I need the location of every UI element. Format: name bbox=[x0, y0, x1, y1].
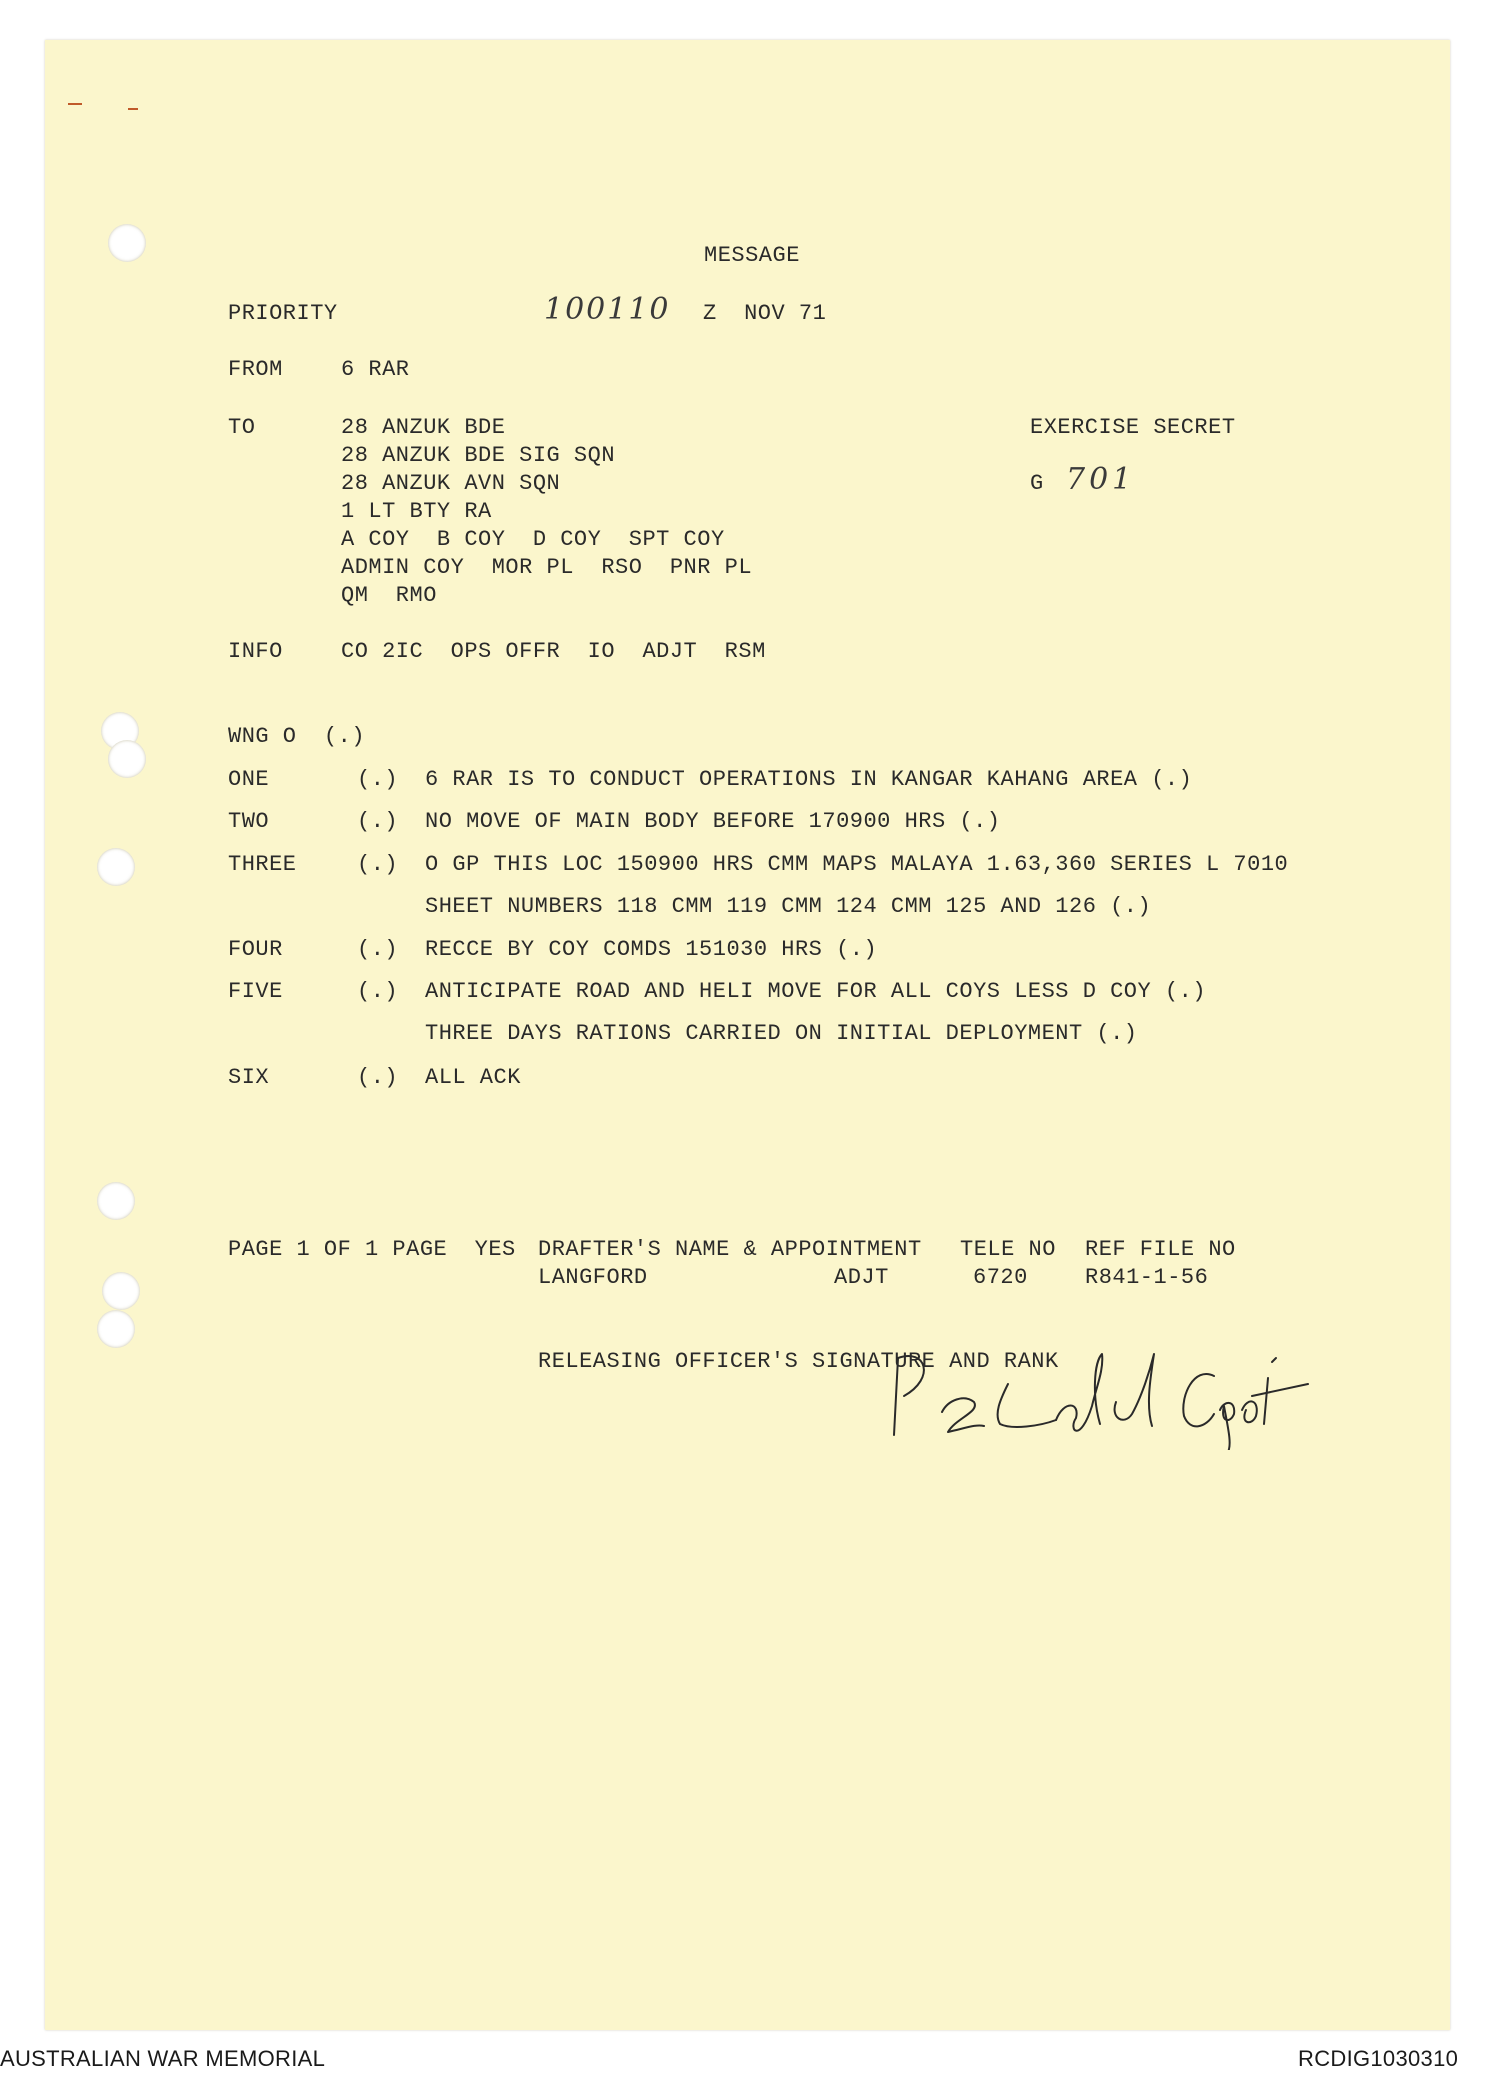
dtg-handwritten: 100110 bbox=[544, 292, 671, 327]
message-title: MESSAGE bbox=[704, 243, 800, 268]
info-value: CO 2IC OPS OFFR IO ADJT RSM bbox=[341, 639, 766, 664]
punch-hole bbox=[108, 740, 146, 778]
paragraph-text: 6 RAR IS TO CONDUCT OPERATIONS IN KANGAR KAHANG AREA (.) bbox=[425, 767, 1193, 792]
punch-hole bbox=[97, 848, 135, 886]
ref-file-label: REF FILE NO bbox=[1085, 1237, 1236, 1262]
paragraph-number: ONE bbox=[228, 767, 270, 792]
paragraph-stop: (.) bbox=[357, 852, 399, 877]
stain-mark bbox=[68, 103, 82, 105]
to-line: A COY B COY D COY SPT COY bbox=[341, 527, 725, 552]
releasing-officer-label: RELEASING OFFICER'S SIGNATURE AND RANK bbox=[538, 1349, 1059, 1374]
paragraph-stop: (.) bbox=[357, 1065, 399, 1090]
dtg-suffix: Z NOV 71 bbox=[703, 301, 827, 326]
paragraph-text: ANTICIPATE ROAD AND HELI MOVE FOR ALL COYS LESS D COY (.) bbox=[425, 979, 1207, 1004]
classification: EXERCISE SECRET bbox=[1030, 415, 1236, 440]
paragraph-text: SHEET NUMBERS 118 CMM 119 CMM 124 CMM 125 AND 126 (.) bbox=[425, 894, 1152, 919]
punch-hole bbox=[102, 1272, 140, 1310]
paragraph-text: RECCE BY COY COMDS 151030 HRS (.) bbox=[425, 937, 878, 962]
punch-hole bbox=[108, 224, 146, 262]
paragraph-text: ALL ACK bbox=[425, 1065, 521, 1090]
signature bbox=[880, 1340, 1380, 1450]
reference-prefix: G bbox=[1030, 471, 1044, 496]
to-label: TO bbox=[228, 415, 256, 440]
to-line: 28 ANZUK AVN SQN bbox=[341, 471, 561, 496]
footer-identifier: RCDIG1030310 bbox=[1298, 2046, 1459, 2071]
punch-hole bbox=[97, 1182, 135, 1220]
from-label: FROM bbox=[228, 357, 283, 382]
paragraph-number: FIVE bbox=[228, 979, 283, 1004]
paragraph-stop: (.) bbox=[357, 979, 399, 1004]
footer-source: AUSTRALIAN WAR MEMORIAL bbox=[0, 2046, 326, 2071]
paragraph-text: NO MOVE OF MAIN BODY BEFORE 170900 HRS (.) bbox=[425, 809, 1001, 834]
drafter-name: LANGFORD bbox=[538, 1265, 648, 1290]
message-header-line: WNG O (.) bbox=[228, 724, 366, 749]
stain-mark bbox=[128, 108, 138, 110]
paragraph-number: THREE bbox=[228, 852, 297, 877]
priority-label: PRIORITY bbox=[228, 301, 338, 326]
to-line: QM RMO bbox=[341, 583, 437, 608]
page-info: PAGE 1 OF 1 PAGE YES bbox=[228, 1237, 516, 1262]
to-line: ADMIN COY MOR PL RSO PNR PL bbox=[341, 555, 753, 580]
tele-label: TELE NO bbox=[960, 1237, 1056, 1262]
to-line: 28 ANZUK BDE SIG SQN bbox=[341, 443, 616, 468]
info-label: INFO bbox=[228, 639, 283, 664]
paragraph-stop: (.) bbox=[357, 809, 399, 834]
paragraph-stop: (.) bbox=[357, 767, 399, 792]
to-line: 1 LT BTY RA bbox=[341, 499, 492, 524]
paragraph-stop: (.) bbox=[357, 937, 399, 962]
paragraph-number: FOUR bbox=[228, 937, 283, 962]
drafter-label: DRAFTER'S NAME & APPOINTMENT bbox=[538, 1237, 922, 1262]
paragraph-text: THREE DAYS RATIONS CARRIED ON INITIAL DEPLOYMENT (.) bbox=[425, 1021, 1138, 1046]
to-line: 28 ANZUK BDE bbox=[341, 415, 506, 440]
punch-hole bbox=[97, 1310, 135, 1348]
paragraph-text: O GP THIS LOC 150900 HRS CMM MAPS MALAYA 1.63,360 SERIES L 7010 bbox=[425, 852, 1289, 877]
paragraph-number: TWO bbox=[228, 809, 270, 834]
paragraph-number: SIX bbox=[228, 1065, 270, 1090]
ref-file-value: R841-1-56 bbox=[1085, 1265, 1209, 1290]
drafter-appointment: ADJT bbox=[834, 1265, 889, 1290]
tele-value: 6720 bbox=[973, 1265, 1028, 1290]
from-value: 6 RAR bbox=[341, 357, 410, 382]
reference-handwritten: 701 bbox=[1066, 462, 1136, 497]
